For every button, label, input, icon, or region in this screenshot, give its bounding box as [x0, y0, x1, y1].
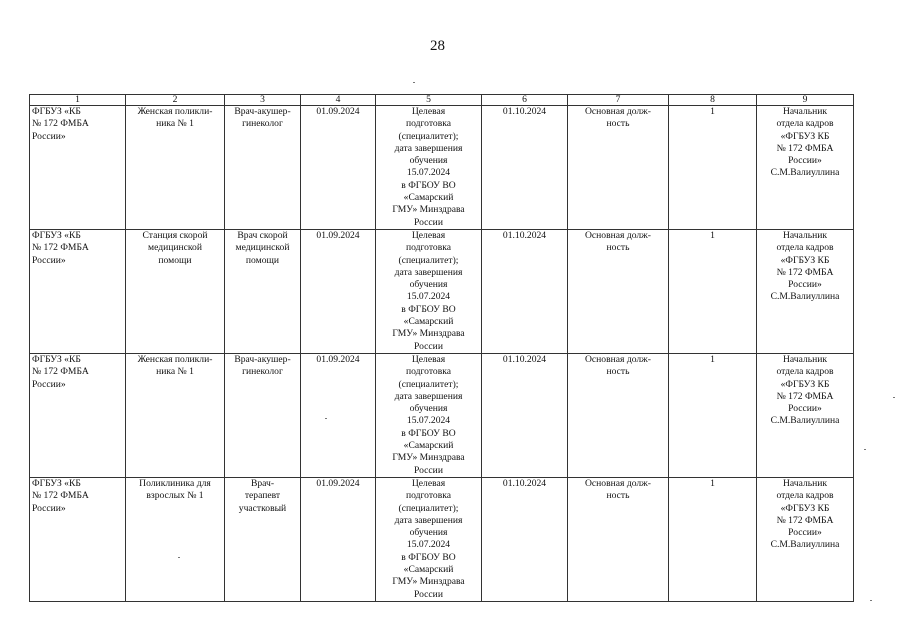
- date-from-cell: [301, 230, 376, 354]
- date-start-cell: [482, 106, 568, 230]
- position-text: Врач-акушер- гинеколог: [234, 106, 291, 130]
- date-start-text: 01.10.2024: [502, 478, 547, 489]
- contact-text: Начальник отдела кадров «ФГБУЗ КБ № 172 ФМБА России» С.М.Валиуллина: [770, 230, 840, 303]
- quantity-cell: [669, 478, 757, 602]
- unit-cell: [126, 230, 225, 354]
- unit-text: Станция скорой медицинской помощи: [142, 230, 208, 266]
- column-header-1: 1: [30, 95, 126, 106]
- unit-text: Поликлиника для взрослых № 1: [139, 478, 211, 502]
- contact-cell: [757, 478, 854, 602]
- employment-type-text: Основная долж- ность: [584, 106, 651, 130]
- column-header-7: 7: [568, 95, 669, 106]
- date-start-text: 01.10.2024: [502, 230, 547, 241]
- employment-type-text: Основная долж- ность: [584, 230, 651, 254]
- organization-cell: [30, 230, 126, 354]
- position-cell: [225, 354, 301, 478]
- table-row: [30, 230, 854, 354]
- position-cell: [225, 230, 301, 354]
- column-header-9: 9: [757, 95, 854, 106]
- column-header-2: 2: [126, 95, 225, 106]
- date-from-text: 01.09.2024: [316, 230, 360, 241]
- training-text: Целевая подготовка (специалитет); дата завершения обучения 15.07.2024 в ФГБОУ ВО «Самарский ГМУ» Минздрава России: [392, 106, 465, 228]
- training-cell: [376, 230, 482, 354]
- date-start-text: 01.10.2024: [502, 106, 547, 117]
- training-cell: [376, 478, 482, 602]
- training-cell: [376, 106, 482, 230]
- unit-text: Женская поликли- ника № 1: [137, 106, 213, 130]
- position-cell: [225, 106, 301, 230]
- training-text: Целевая подготовка (специалитет); дата завершения обучения 15.07.2024 в ФГБОУ ВО «Самарский ГМУ» Минздрава России: [392, 478, 465, 600]
- position-text: Врач- терапевт участковый: [238, 478, 287, 514]
- position-text: Врач-акушер- гинеколог: [234, 354, 291, 378]
- table-row: [30, 106, 854, 230]
- quantity-cell: [669, 106, 757, 230]
- unit-cell: [126, 354, 225, 478]
- unit-cell: [126, 478, 225, 602]
- date-from-text: 01.09.2024: [316, 106, 360, 117]
- page-number: 28: [430, 38, 445, 54]
- employment-type-cell: [568, 478, 669, 602]
- position-text: Врач скорой медицинской помощи: [235, 230, 290, 266]
- date-from-cell: [301, 106, 376, 230]
- table-row: [30, 354, 854, 478]
- employment-type-cell: [568, 230, 669, 354]
- date-from-cell: [301, 354, 376, 478]
- scan-speck: [413, 82, 415, 83]
- organization-text: ФГБУЗ «КБ № 172 ФМБА России»: [32, 478, 89, 514]
- column-header-6: 6: [482, 95, 568, 106]
- contact-text: Начальник отдела кадров «ФГБУЗ КБ № 172 ФМБА России» С.М.Валиуллина: [770, 354, 840, 427]
- quantity-text: 1: [710, 106, 715, 117]
- organization-cell: [30, 354, 126, 478]
- date-start-cell: [482, 230, 568, 354]
- training-cell: [376, 354, 482, 478]
- column-header-5: 5: [376, 95, 482, 106]
- position-cell: [225, 478, 301, 602]
- date-start-cell: [482, 354, 568, 478]
- date-start-text: 01.10.2024: [502, 354, 547, 365]
- table-row: [30, 478, 854, 602]
- unit-text: Женская поликли- ника № 1: [137, 354, 213, 378]
- scan-speck: [893, 397, 895, 398]
- organization-cell: [30, 478, 126, 602]
- scan-speck: [864, 449, 866, 450]
- contact-text: Начальник отдела кадров «ФГБУЗ КБ № 172 ФМБА России» С.М.Валиуллина: [770, 106, 840, 179]
- contact-text: Начальник отдела кадров «ФГБУЗ КБ № 172 ФМБА России» С.М.Валиуллина: [770, 478, 840, 551]
- date-from-text: 01.09.2024: [316, 478, 360, 489]
- employment-type-cell: [568, 354, 669, 478]
- quantity-cell: [669, 354, 757, 478]
- quantity-text: 1: [710, 478, 715, 489]
- quantity-text: 1: [710, 354, 715, 365]
- organization-cell: [30, 106, 126, 230]
- employment-type-cell: [568, 106, 669, 230]
- organization-text: ФГБУЗ «КБ № 172 ФМБА России»: [32, 230, 89, 266]
- date-from-cell: [301, 478, 376, 602]
- date-start-cell: [482, 478, 568, 602]
- quantity-cell: [669, 230, 757, 354]
- employment-type-text: Основная долж- ность: [584, 354, 651, 378]
- contact-cell: [757, 354, 854, 478]
- training-text: Целевая подготовка (специалитет); дата завершения обучения 15.07.2024 в ФГБОУ ВО «Самарский ГМУ» Минздрава России: [392, 230, 465, 352]
- organization-text: ФГБУЗ «КБ № 172 ФМБА России»: [32, 106, 89, 142]
- header-row: [30, 95, 854, 106]
- quantity-text: 1: [710, 230, 715, 241]
- scan-speck: [870, 600, 872, 601]
- column-header-4: 4: [301, 95, 376, 106]
- contact-cell: [757, 230, 854, 354]
- date-from-text: 01.09.2024: [316, 354, 360, 365]
- training-text: Целевая подготовка (специалитет); дата завершения обучения 15.07.2024 в ФГБОУ ВО «Самарский ГМУ» Минздрава России: [392, 354, 465, 476]
- organization-text: ФГБУЗ «КБ № 172 ФМБА России»: [32, 354, 89, 390]
- unit-cell: [126, 106, 225, 230]
- vacancy-table: [29, 94, 854, 602]
- column-header-8: 8: [669, 95, 757, 106]
- employment-type-text: Основная долж- ность: [584, 478, 651, 502]
- contact-cell: [757, 106, 854, 230]
- column-header-3: 3: [225, 95, 301, 106]
